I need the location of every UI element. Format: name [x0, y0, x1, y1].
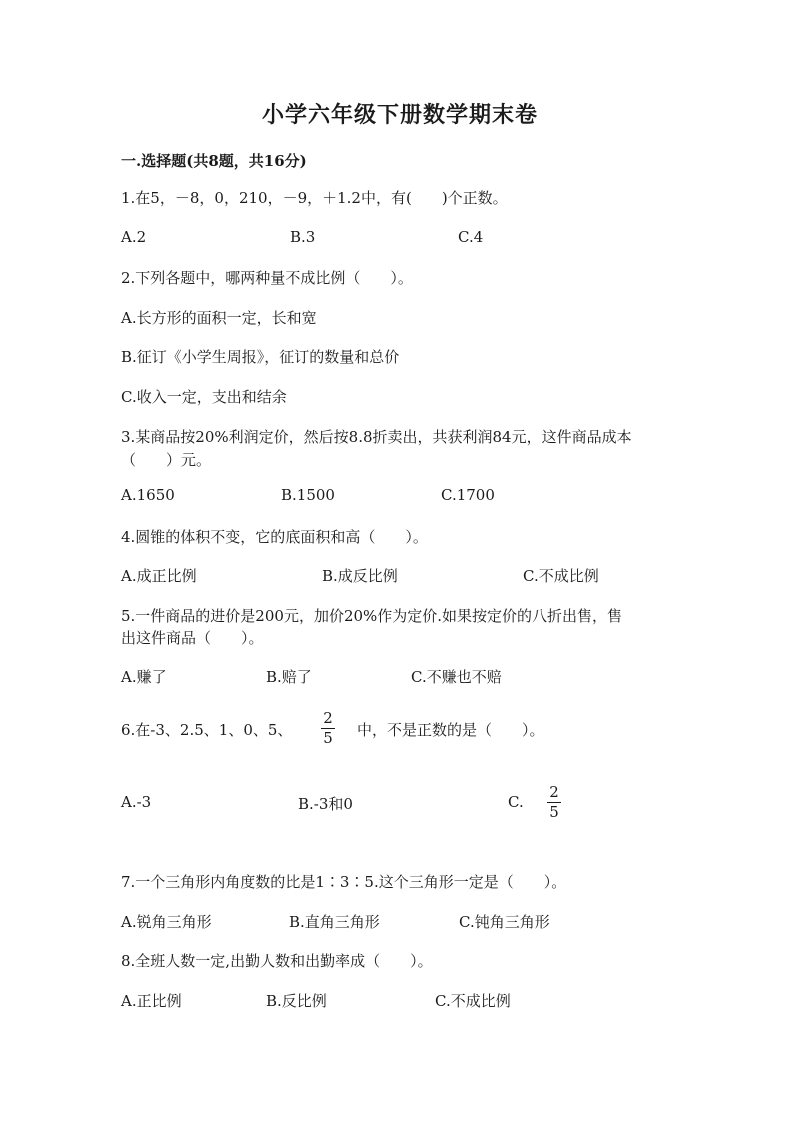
question-6-option-b: B.-3和0: [298, 795, 353, 813]
question-7-option-a: A.锐角三角形: [121, 913, 212, 931]
fraction-numerator: 2: [549, 783, 559, 801]
question-4-option-b: B.成反比例: [322, 567, 398, 585]
question-8-option-c: C.不成比例: [435, 992, 511, 1010]
question-4-option-a: A.成正比例: [121, 567, 197, 585]
question-3-option-a: A.1650: [121, 486, 175, 504]
question-6-option-c: C.: [508, 793, 524, 811]
question-3-option-b: B.1500: [281, 486, 335, 504]
question-3-stem-line-2: （ ）元。: [121, 451, 212, 469]
question-8-option-b: B.反比例: [266, 992, 327, 1010]
question-5-stem-line-2: 出这件商品（ ）。: [121, 629, 264, 647]
question-6-stem-prefix: 6.在-3、2.5、1、0、5、: [121, 721, 293, 739]
question-3-stem-line-1: 3.某商品按20%利润定价，然后按8.8折卖出，共获利润84元，这件商品成本: [121, 428, 632, 446]
fraction-denominator: 5: [549, 803, 559, 821]
question-5-option-c: C.不赚也不赔: [411, 668, 502, 686]
question-7-option-c: C.钝角三角形: [459, 913, 550, 931]
question-6-stem-suffix: 中，不是正数的是（ ）。: [357, 721, 545, 739]
question-4-stem: 4.圆锥的体积不变，它的底面积和高（ ）。: [121, 528, 428, 546]
question-3-option-c: C.1700: [441, 486, 495, 504]
fraction-numerator: 2: [323, 709, 333, 727]
question-2-option-a: A.长方形的面积一定，长和宽: [121, 309, 317, 327]
question-1-option-c: C.4: [458, 228, 484, 246]
question-2-option-b: B.征订《小学生周报》，征订的数量和总价: [121, 348, 400, 366]
question-7-option-b: B.直角三角形: [289, 913, 380, 931]
page-title: 小学六年级下册数学期末卷: [261, 102, 538, 128]
question-2-stem: 2.下列各题中，哪两种量不成比例（ ）。: [121, 269, 413, 287]
question-6-option-a: A.-3: [121, 793, 152, 811]
question-5-option-b: B.赔了: [266, 668, 312, 686]
question-1-stem: 1.在5，－8，0，210，－9，＋1.2中，有( )个正数。: [121, 189, 508, 207]
question-4-option-c: C.不成比例: [523, 567, 599, 585]
question-5-option-a: A.赚了: [121, 668, 167, 686]
question-7-stem: 7.一个三角形内角度数的比是1∶3∶5.这个三角形一定是（ ）。: [121, 873, 567, 891]
section-heading: 一.选择题(共8题，共16分): [121, 152, 307, 170]
question-1-option-a: A.2: [121, 228, 147, 246]
fraction-denominator: 5: [323, 729, 333, 747]
question-8-option-a: A.正比例: [121, 992, 182, 1010]
question-1-option-b: B.3: [290, 228, 316, 246]
question-5-stem-line-1: 5.一件商品的进价是200元，加价20%作为定价.如果按定价的八折出售，售: [121, 607, 623, 625]
question-6-option-c-fraction: [547, 784, 561, 821]
question-6-fraction: [321, 710, 335, 747]
question-8-stem: 8.全班人数一定,出勤人数和出勤率成（ ）。: [121, 952, 433, 970]
question-2-option-c: C.收入一定，支出和结余: [121, 388, 287, 406]
